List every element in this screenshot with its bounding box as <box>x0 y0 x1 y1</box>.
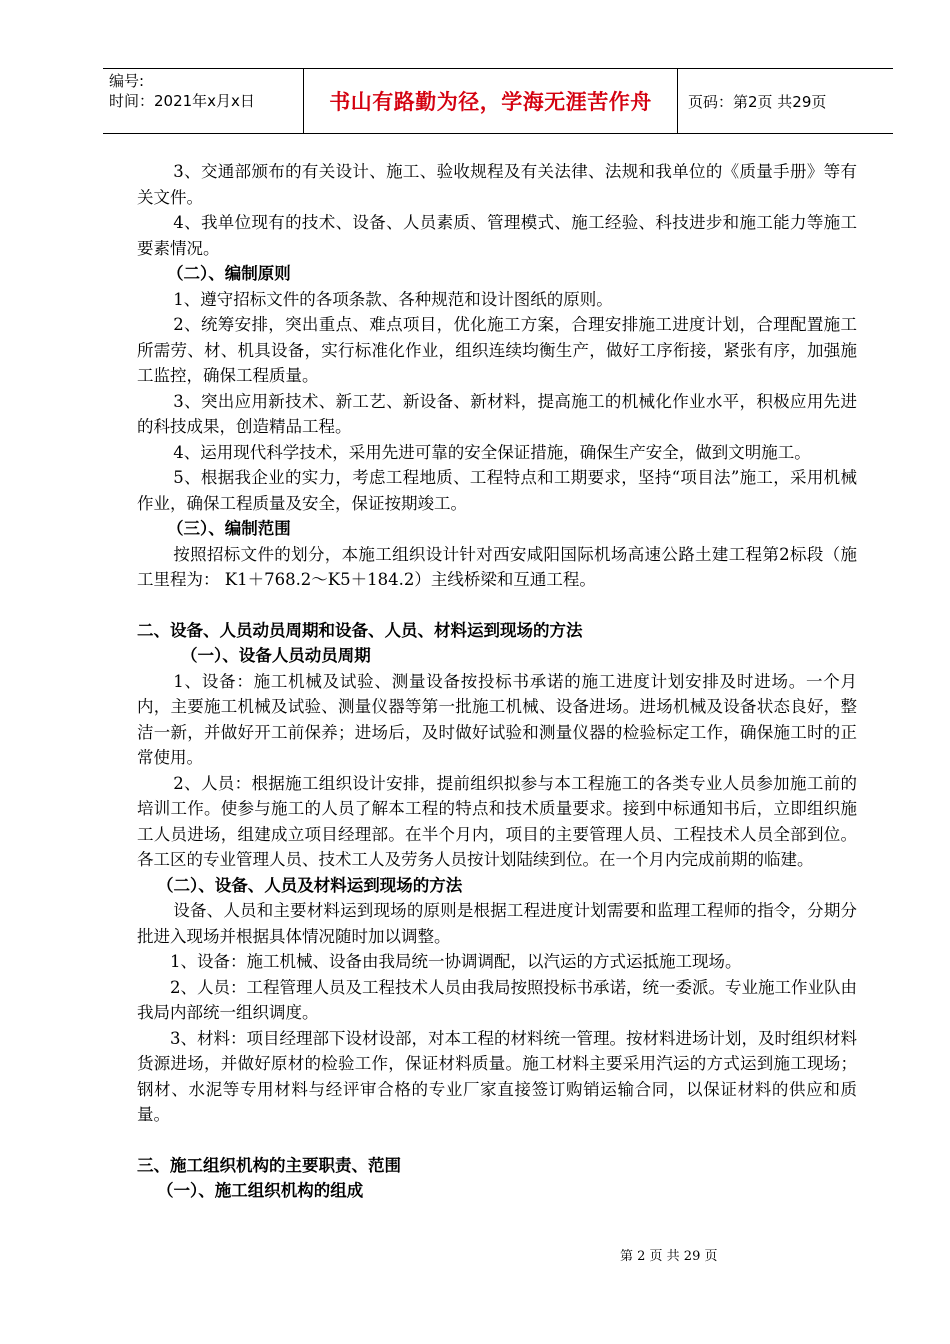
paragraph: 2、统筹安排，突出重点、难点项目，优化施工方案，合理安排施工进度计划，合理配置施工所需劳、材、机具设备，实行标准化作业，组织连续均衡生产，做好工序衔接，紧张有序，加强施工监控，确保工程质量。 <box>137 315 857 385</box>
paragraph: 5、根据我企业的实力，考虑工程地质、工程特点和工期要求，坚持“项目法”施工，采用机械作业，确保工程质量及安全，保证按期竣工。 <box>137 468 857 513</box>
chapter-heading: 三、施工组织机构的主要职责、范围 <box>137 1155 401 1175</box>
header-motto: 书山有路勤为径，学海无涯苦作舟 <box>304 69 678 133</box>
paragraph: 2、人员：根据施工组织设计安排，提前组织拟参与本工程施工的各类专业人员参加施工前的培训工作。使参与施工的人员了解本工程的特点和技术质量要求。接到中标通知书后，立即组织施工人员进场，组建成立项目经理部。在半个月内，项目的主要管理人员、工程技术人员全部到位。各工区的专业管理人员、技术工人及劳务人员按计划陆续到位。在一个月内完成前期的临建。 <box>137 773 857 869</box>
paragraph: 3、交通部颁布的有关设计、施工、验收规程及有关法律、法规和我单位的《质量手册》等有关文件。 <box>137 162 857 207</box>
document-date: 时间：2021年x月x日 <box>109 92 255 110</box>
header-meta <box>103 69 304 133</box>
chapter-heading: 二、设备、人员动员周期和设备、人员、材料运到现场的方法 <box>137 620 583 640</box>
section-heading: （一）、设备人员动员周期 <box>181 646 371 665</box>
document-body <box>137 159 857 1204</box>
paragraph: 3、材料：项目经理部下设材设部，对本工程的材料统一管理。按材料进场计划，及时组织材料货源进场，并做好原材的检验工作，保证材料质量。施工材料主要采用汽运的方式运到施工现场；钢材、水泥等专用材料与经评审合格的专业厂家直接签订购销运输合同，以保证材料的供应和质量。 <box>137 1028 857 1124</box>
spacer <box>137 1128 857 1153</box>
paragraph: 1、设备：施工机械、设备由我局统一协调调配，以汽运的方式运抵施工现场。 <box>170 952 742 971</box>
paragraph: 2、人员：工程管理人员及工程技术人员由我局按照投标书承诺，统一委派。专业施工作业队由我局内部统一组织调度。 <box>137 977 857 1022</box>
document-number-label: 编号: <box>109 72 145 90</box>
paragraph: 设备、人员和主要材料运到现场的原则是根据工程进度计划需要和监理工程师的指令，分期分批进入现场并根据具体情况随时加以调整。 <box>137 901 857 946</box>
page-header <box>103 68 893 134</box>
paragraph: 1、设备：施工机械及试验、测量设备按投标书承诺的施工进度计划安排及时进场。一个月内，主要施工机械及试验、测量仪器等第一批施工机械、设备进场。进场机械及设备状态良好，整洁一新，并做好开工前保养；进场后，及时做好试验和测量仪器的检验标定工作，确保施工时的正常使用。 <box>137 671 857 767</box>
paragraph: 1、遵守招标文件的各项条款、各种规范和设计图纸的原则。 <box>173 289 613 309</box>
section-heading: （二）、设备、人员及材料运到现场的方法 <box>157 875 463 895</box>
header-page-number: 页码：第2页 共29页 <box>688 92 827 111</box>
section-heading: （三）、编制范围 <box>167 519 291 538</box>
paragraph: 3、突出应用新技术、新工艺、新设备、新材料，提高施工的机械化作业水平，积极应用先进的科技成果，创造精品工程。 <box>137 391 857 436</box>
paragraph: 按照招标文件的划分，本施工组织设计针对西安咸阳国际机场高速公路土建工程第2标段（施工里程为： K1＋768.2～K5＋184.2）主线桥梁和互通工程。 <box>137 544 857 589</box>
section-heading: （一）、施工组织机构的组成 <box>157 1181 364 1200</box>
page-footer: 第 2 页 共 29 页 <box>620 1249 718 1264</box>
spacer <box>137 593 857 618</box>
paragraph: 4、我单位现有的技术、设备、人员素质、管理模式、施工经验、科技进步和施工能力等施工要素情况。 <box>137 213 857 258</box>
section-heading: （二）、编制原则 <box>167 264 291 283</box>
paragraph: 4、运用现代科学技术，采用先进可靠的安全保证措施，确保生产安全，做到文明施工。 <box>173 442 811 462</box>
